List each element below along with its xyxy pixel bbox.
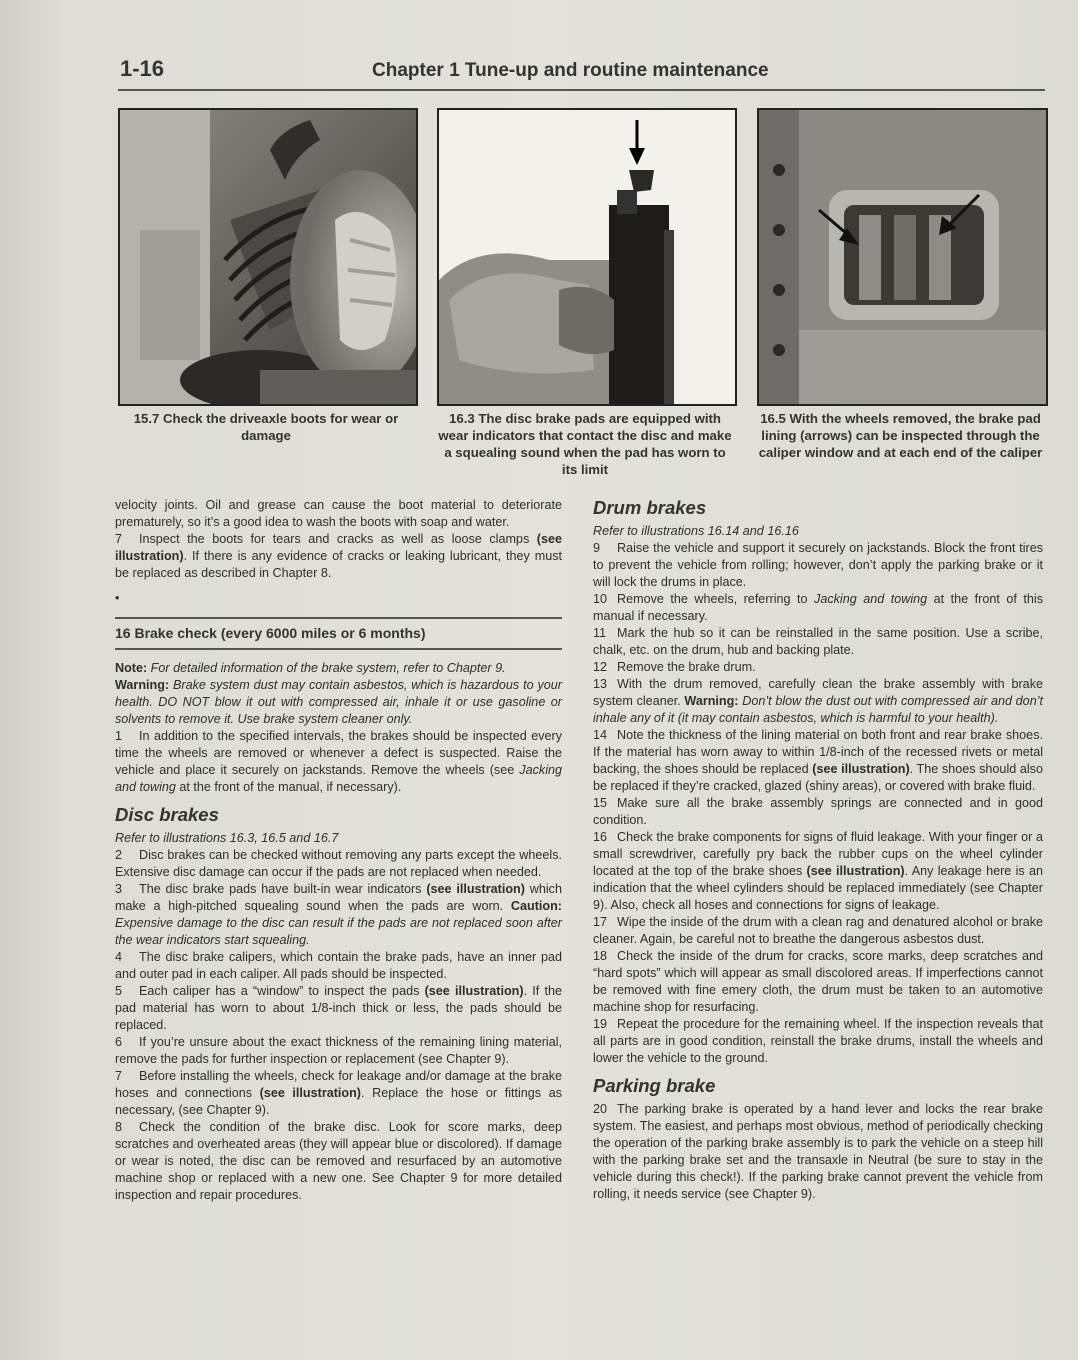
- warning-text: Brake system dust may contain asbestos, which is hazardous to your health. DO NOT blow it out with compressed air, inhale it or use gasoline or solvents to remove it. Use brake system cleaner only.: [115, 678, 562, 726]
- paragraph-number: 12: [593, 660, 608, 674]
- note-paragraph: [115, 660, 562, 728]
- paragraph-text: which make a high-pitched squealing sound when the pads are worn.: [115, 882, 562, 913]
- paragraph-12: [593, 659, 1043, 676]
- paragraph-text: The parking brake is operated by a hand lever and locks the rear brake system. The easiest, and perhaps most obvious, method of periodically checking the operation of the parking brake assembly is to park the vehicle on a steep hill with the parking brake set and the transaxle in Neutral (be sure to stay in the vehicle during this check!). If the parking brake cannot prevent the vehicle from rolling, it needs service (see Chapter 9).: [593, 1102, 1043, 1201]
- paragraph-text: . The shoes should also be replaced if they’re cracked, glazed (shiny areas), or covered with brake fluid.: [593, 762, 1043, 793]
- subheading-parking-brake: Parking brake: [593, 1075, 716, 1096]
- paragraph-text: With the drum removed, carefully clean the brake assembly with brake system cleaner.: [593, 677, 1043, 708]
- paragraph-text: Before installing the wheels, check for leakage and/or damage at the brake hoses and connections: [115, 1069, 562, 1100]
- paragraph-number: 5: [115, 984, 123, 998]
- paragraph-7-boots: [115, 531, 562, 582]
- paragraph-intro: velocity joints. Oil and grease can cause the boot material to deteriorate prematurely, so it’s a good idea to wash the boots with soap and water.: [115, 498, 562, 529]
- caution-text: Expensive damage to the disc can result if the pads are not replaced soon after the wear indicators start squealing.: [115, 916, 562, 947]
- paragraph-number: 9: [593, 541, 601, 555]
- figure-caption-16-3: 16.3 The disc brake pads are equipped with wear indicators that contact the disc and make a squealing sound when the pad has worn to its limit: [438, 411, 732, 477]
- paragraph-5: [115, 983, 562, 1034]
- paragraph-number: 3: [115, 882, 123, 896]
- paragraph-text: The disc brake pads have built-in wear indicators: [139, 882, 427, 896]
- paragraph-13: [593, 676, 1043, 727]
- paragraph-number: 18: [593, 949, 608, 963]
- paragraph-2: [115, 847, 562, 881]
- paragraph-text: . Any leakage here is an indication that the wheel cylinders should be replaced immediately (see Chapter 9). Also, check all hoses and connections for signs of leakage.: [593, 864, 1043, 912]
- paragraph-text: . If there is any evidence of cracks or leaking lubricant, they must be replaced as described in Chapter 8.: [115, 549, 562, 580]
- paragraph-text: Make sure all the brake assembly springs are connected and in good condition.: [593, 796, 1043, 827]
- reference-italic: Jacking and towing: [814, 592, 928, 606]
- paragraph-18: [593, 948, 1043, 1016]
- paragraph-7-hoses: [115, 1068, 562, 1119]
- paragraph-number: 4: [115, 950, 123, 964]
- paragraph-text: Raise the vehicle and support it securely on jackstands. Block the front tires to prevent the vehicle from rolling; however, don’t apply the parking brake or it will lock the drums in place.: [593, 541, 1043, 589]
- paragraph-text: Check the brake components for signs of fluid leakage. With your finger or a small screwdriver, carefully pry back the rubber cups on the wheel cylinder located at the top of the brake shoes: [593, 830, 1043, 878]
- paragraph-number: 8: [115, 1120, 123, 1134]
- figure-caption-15-7: 15.7 Check the driveaxle boots for wear or damage: [133, 411, 399, 443]
- paragraph-15: [593, 795, 1043, 829]
- illustration-reference: Refer to illustrations 16.3, 16.5 and 16.7: [115, 831, 339, 845]
- paragraph-number: 6: [115, 1035, 123, 1049]
- reference-italic: Jacking and towing: [115, 763, 562, 794]
- paragraph-10: [593, 591, 1043, 625]
- paragraph-text: Disc brakes can be checked without removing any parts except the wheels. Extensive disc damage can occur if the pads are not replaced when needed.: [115, 848, 562, 879]
- warning-label: Warning:: [684, 694, 739, 708]
- paragraph-text: If you’re unsure about the exact thickness of the remaining lining material, remove the pads for further inspection or replacement (see Chapter 9).: [115, 1035, 562, 1066]
- paragraph-text: Check the inside of the drum for cracks, score marks, deep scratches and “hard spots” which will appear as small discolored areas. If imperfections cannot be removed with fine emery cloth, the drum must be taken to an automotive machine shop for resurfacing.: [593, 949, 1043, 1014]
- paragraph-number: 10: [593, 592, 608, 606]
- paragraph-text: at the front of the manual, if necessary).: [175, 780, 402, 794]
- paragraph-1: [115, 728, 562, 796]
- paragraph-text: Note the thickness of the lining material on both front and rear brake shoes. If the material has worn away to within 1/8-inch of the recessed rivets or metal backing, the shoes should be replaced: [593, 728, 1043, 776]
- subheading-disc-brakes: Disc brakes: [115, 804, 219, 825]
- right-column: [593, 497, 1043, 1203]
- paragraph-8: [115, 1119, 562, 1204]
- paragraph-number: 1: [115, 729, 123, 743]
- subheading-drum-brakes: Drum brakes: [593, 497, 707, 518]
- paragraph-number: 11: [593, 626, 607, 640]
- paragraph-text: The disc brake calipers, which contain the brake pads, have an inner pad and outer pad in each caliper. All pads should be inspected.: [115, 950, 562, 981]
- see-illustration-link: (see illustration): [115, 532, 562, 563]
- page-number: 1-16: [120, 56, 165, 81]
- see-illustration-link: (see illustration): [426, 882, 525, 896]
- warning-label: Warning:: [115, 678, 170, 692]
- paragraph-text: Remove the wheels, referring to: [617, 592, 815, 606]
- see-illustration-link: (see illustration): [424, 984, 524, 998]
- section-rule-top: [115, 617, 562, 619]
- paragraph-number: 7: [115, 532, 123, 546]
- paragraph-text: Inspect the boots for tears and cracks as well as loose clamps: [139, 532, 537, 546]
- bullet-mark: •: [115, 591, 120, 605]
- paragraph-text: In addition to the specified intervals, the brakes should be inspected every time the wheels are removed or whenever a defect is suspected. Raise the vehicle and place it securely on jackstands. Remove the wheels (see: [115, 729, 562, 777]
- paragraph-text: Each caliper has a “window” to inspect the pads: [139, 984, 425, 998]
- warning-text: Don’t blow the dust out with compressed air and don’t inhale any of it (it may contain asbestos, which is harmful to your health).: [593, 694, 1043, 725]
- note-text: For detailed information of the brake system, refer to Chapter 9.: [147, 661, 506, 675]
- paragraph-19: [593, 1016, 1043, 1067]
- paragraph-16: [593, 829, 1043, 914]
- paragraph-6: [115, 1034, 562, 1068]
- paragraph-20: [593, 1101, 1043, 1203]
- paragraph-number: 2: [115, 848, 123, 862]
- chapter-title: Chapter 1 Tune-up and routine maintenance: [372, 60, 769, 81]
- photo-caliper-window: [757, 108, 1048, 406]
- see-illustration-link: (see illustration): [812, 762, 910, 776]
- figure-caption-16-5: 16.5 With the wheels removed, the brake pad lining (arrows) can be inspected through the caliper window and at each end of the caliper: [758, 411, 1043, 460]
- section-rule-bottom: [115, 648, 562, 650]
- paragraph-text: . If the pad material has worn to about 1/8-inch thick or less, the pads should be replaced.: [115, 984, 562, 1032]
- paragraph-4: [115, 949, 562, 983]
- paragraph-number: 7: [115, 1069, 123, 1083]
- photo-driveaxle-boot: [118, 108, 418, 406]
- note-label: Note:: [115, 661, 148, 675]
- paragraph-text: . Replace the hose or fittings as necessary, (see Chapter 9).: [115, 1086, 562, 1117]
- paragraph-text: Mark the hub so it can be reinstalled in the same position. Use a scribe, chalk, etc. on the drum, hub and backing plate.: [593, 626, 1043, 657]
- see-illustration-link: (see illustration): [259, 1086, 361, 1100]
- paragraph-number: 15: [593, 796, 608, 810]
- photo-brake-pad-wear-indicator: [437, 108, 737, 406]
- header-rule: [118, 89, 1045, 91]
- paragraph-number: 16: [593, 830, 608, 844]
- paragraph-3: [115, 881, 562, 949]
- paragraph-text: Repeat the procedure for the remaining wheel. If the inspection reveals that all parts are in good condition, reinstall the brake drums, install the wheels and lower the vehicle to the ground.: [593, 1017, 1043, 1065]
- paragraph-text: Remove the brake drum.: [617, 660, 756, 674]
- paragraph-text: at the front of this manual if necessary.: [593, 592, 1043, 623]
- paragraph-number: 20: [593, 1102, 608, 1116]
- paragraph-14: [593, 727, 1043, 795]
- paragraph-text: Check the condition of the brake disc. Look for score marks, deep scratches and overheated areas (they will appear blue or discolored). If damage or wear is noted, the disc can be removed and resurfaced by an automotive machine shop or replaced with a new one. See Chapter 9 for more detailed inspection and repair procedures.: [115, 1120, 562, 1202]
- paragraph-17: [593, 914, 1043, 948]
- illustration-reference: Refer to illustrations 16.14 and 16.16: [593, 524, 799, 538]
- paragraph-number: 19: [593, 1017, 608, 1031]
- caution-label: Caution:: [510, 899, 562, 913]
- see-illustration-link: (see illustration): [806, 864, 905, 878]
- section-heading-brake-check: 16 Brake check (every 6000 miles or 6 months): [115, 625, 426, 641]
- left-column: [115, 497, 562, 1204]
- paragraph-number: 17: [593, 915, 608, 929]
- paragraph-9: [593, 540, 1043, 591]
- paragraph-number: 13: [593, 677, 608, 691]
- paragraph-number: 14: [593, 728, 608, 742]
- paragraph-text: Wipe the inside of the drum with a clean rag and denatured alcohol or brake cleaner. Again, be careful not to breathe the dangerous asbestos dust.: [593, 915, 1043, 946]
- paragraph-11: [593, 625, 1043, 659]
